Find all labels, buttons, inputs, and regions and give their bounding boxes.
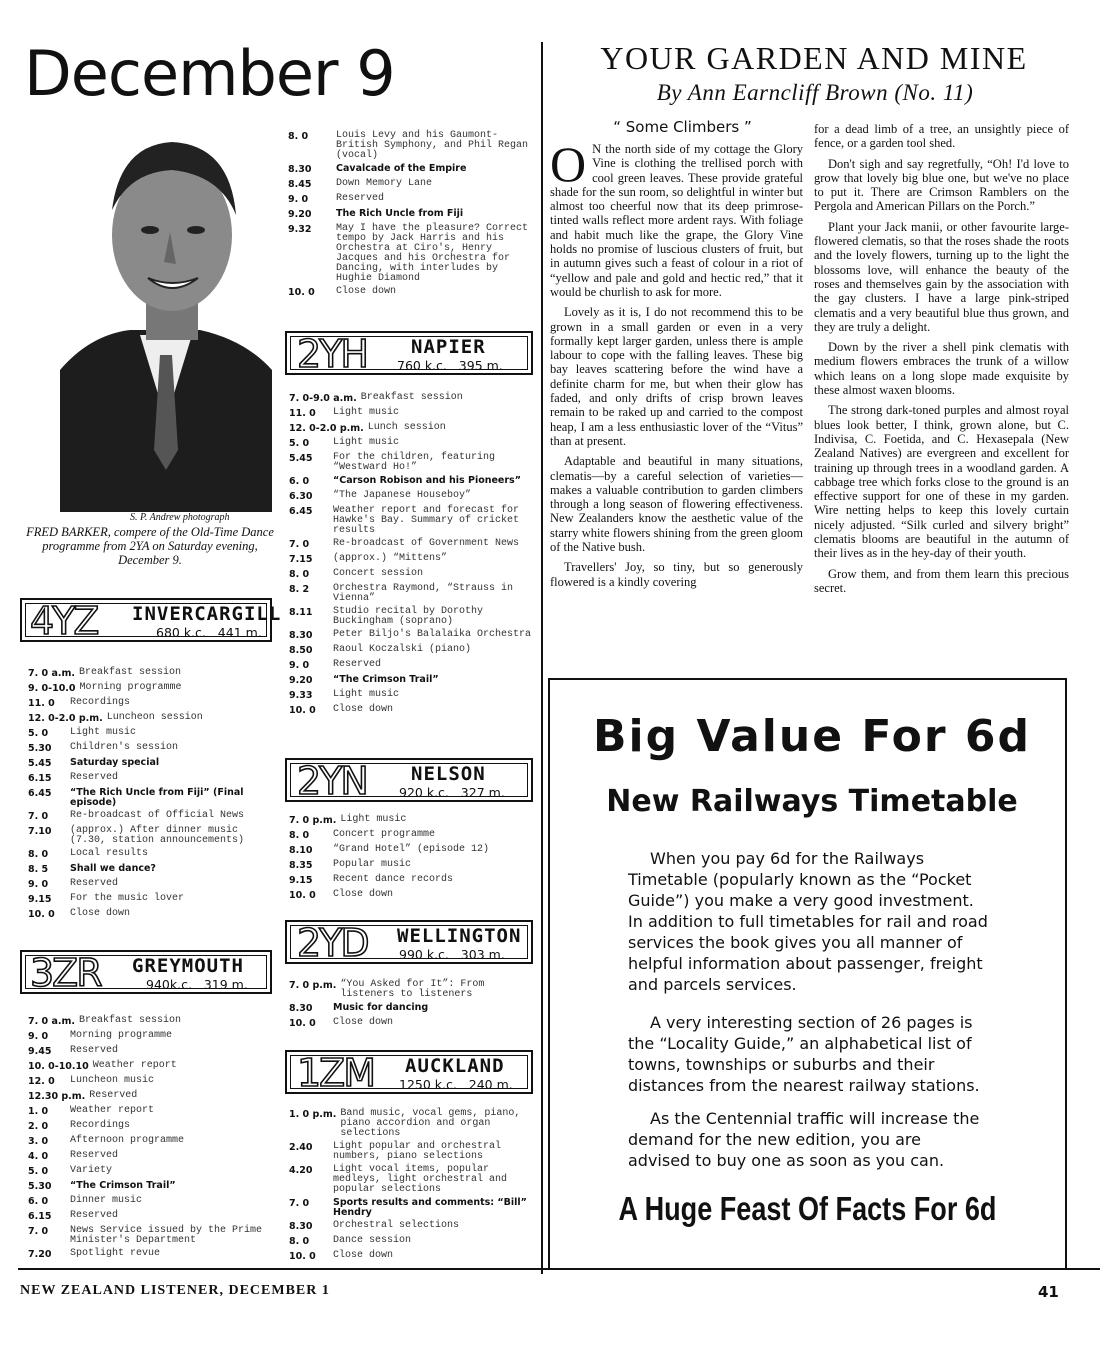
schedule-time: 9.32	[288, 224, 312, 235]
schedule-time: 9. 0	[288, 194, 309, 205]
schedule-programme: “The Japanese Houseboy”	[333, 490, 472, 501]
schedule-row	[28, 848, 274, 861]
schedule-row	[289, 889, 540, 902]
page-number: 41	[1038, 1283, 1059, 1301]
schedule-time: 9.15	[289, 875, 313, 886]
schedule-programme: The Rich Uncle from Fiji	[336, 208, 464, 219]
drop-cap: O	[550, 136, 587, 192]
schedule-time: 11. 0	[28, 698, 55, 709]
schedule-row	[289, 475, 540, 488]
schedule-programme: Light popular and orchestral numbers, piano selections	[333, 1141, 502, 1162]
schedule-time: 7. 0 a.m.	[28, 1016, 75, 1027]
schedule-programme: (approx.) After dinner music (7.30, station announcements)	[70, 825, 245, 846]
schedule-programme: Reserved	[333, 659, 382, 670]
schedule-time: 4. 0	[28, 1151, 49, 1162]
schedule-time: 5. 0	[28, 1166, 49, 1177]
schedule-time: 7.20	[28, 1249, 52, 1260]
schedule-time: 12. 0-2.0 p.m.	[28, 713, 103, 724]
callsign-logo: 3ZR	[30, 951, 101, 995]
schedule-programme: Light vocal items, popular medleys, light orchestral and popular selections	[333, 1164, 508, 1195]
schedule-row	[289, 422, 540, 435]
schedule-row	[28, 772, 274, 785]
schedule-row	[289, 1017, 540, 1030]
schedule-time: 8. 0	[289, 1236, 310, 1247]
article-byline: By Ann Earncliff Brown (No. 11)	[656, 80, 974, 105]
schedule-programme: Band music, vocal gems, piano, piano accordion and organ selections	[340, 1108, 521, 1139]
schedule-time: 6.15	[28, 1211, 52, 1222]
schedule-row	[28, 810, 274, 823]
schedule-programme: Recordings	[70, 1120, 131, 1131]
schedule-time: 8. 0	[289, 569, 310, 580]
schedule-time: 10. 0	[28, 909, 55, 920]
schedule-row	[28, 1180, 274, 1193]
schedule-row	[28, 1248, 274, 1261]
schedule-programme: Popular music	[333, 859, 412, 870]
schedule-time: 6.15	[28, 773, 52, 784]
callsign-logo: 2YN	[297, 759, 367, 803]
schedule-time: 10. 0	[288, 287, 315, 298]
bottom-rule	[18, 1268, 1100, 1270]
schedule-programme: Spotlight revue	[70, 1248, 161, 1259]
schedule-time: 8.11	[289, 607, 313, 618]
schedule-programme: For the children, featuring “Westward Ho!”	[333, 452, 496, 473]
schedule-programme: Close down	[70, 908, 131, 919]
schedule-time: 8.30	[288, 164, 312, 175]
schedule-programme: News Service issued by the Prime Minister's Department	[70, 1225, 263, 1246]
schedule-programme: Reserved	[70, 1045, 119, 1056]
schedule-nelson	[289, 814, 540, 904]
schedule-programme: Morning programme	[79, 682, 182, 693]
schedule-time: 7.15	[289, 554, 313, 565]
schedule-programme: Dance session	[333, 1235, 412, 1246]
schedule-auckland	[289, 1108, 540, 1265]
schedule-programme: Recordings	[70, 697, 131, 708]
article-paragraph: Lovely as it is, I do not recommend this to be grown in a small garden or even in a very formally kept larger garden, unless there is ample labour to cope with the falling leaves. These big bay leaves scattering before the wind have a definite charm for me, but when their glow has faded, and only drifts of crisp brown leaves remain to be raked up and carried to the compost heap, I am a less enthusiastic lover of the “Vitus” than at present.	[550, 305, 803, 448]
schedule-row	[28, 1195, 274, 1208]
article-paragraph: Down by the river a shell pink clematis with medium flowers embraces the trunk of a willow which leans on a long slope made exquisite by these almost waxen blooms.	[814, 340, 1069, 398]
schedule-time: 7. 0 a.m.	[28, 668, 75, 679]
schedule-time: 8.45	[288, 179, 312, 190]
schedule-programme: Lunch session	[367, 422, 446, 433]
schedule-time: 10. 0	[289, 1251, 316, 1262]
callsign-logo: 4YZ	[30, 599, 98, 643]
schedule-programme: Variety	[70, 1165, 113, 1176]
schedule-time: 4.20	[289, 1165, 313, 1176]
schedule-programme: Reserved	[70, 1150, 119, 1161]
article-column-2	[814, 122, 1069, 601]
schedule-napier	[289, 392, 540, 719]
schedule-row	[28, 1030, 274, 1043]
callsign-logo: 2YD	[297, 921, 368, 965]
schedule-time: 8. 2	[289, 584, 310, 595]
schedule-programme: Afternoon programme	[70, 1135, 185, 1146]
schedule-time: 3. 0	[28, 1136, 49, 1147]
schedule-row	[28, 1105, 274, 1118]
schedule-programme: Studio recital by Dorothy Buckingham (soprano)	[333, 606, 484, 627]
article-paragraph: Adaptable and beautiful in many situations, clematis—by a careful selection of varieties—makes a valuable contribution to garden climbers through a long season of flowering effectiveness. New Zealanders know the aesthetic value of the starry white flowers shining from the green gloom of the Native bush.	[550, 454, 803, 555]
schedule-row	[289, 979, 540, 1000]
station-city: INVERCARGILL	[132, 603, 282, 625]
callsign-logo: 2YH	[297, 332, 367, 376]
schedule-row	[28, 1045, 274, 1058]
schedule-row	[28, 1225, 274, 1246]
schedule-row	[288, 163, 540, 176]
schedule-time: 9. 0	[28, 879, 49, 890]
schedule-row	[289, 505, 540, 536]
schedule-row	[288, 130, 540, 161]
schedule-time: 6.45	[28, 788, 52, 799]
schedule-time: 8.50	[289, 645, 313, 656]
schedule-programme: Morning programme	[70, 1030, 173, 1041]
schedule-row	[28, 1165, 274, 1178]
schedule-time: 9. 0	[289, 660, 310, 671]
article-paragraph: Plant your Jack manii, or other favourite large-flowered clematis, so that the roses shade the roots and the lovely flowers, turning up to the light the blossoms love, will enhance the beauty of the roses and themselves gain by the association with the gay clusters. I have a large pink-striped clematis and a very beautiful blue thus grown, and they are truly a delight.	[814, 219, 1069, 334]
schedule-programme: Down Memory Lane	[336, 178, 433, 189]
schedule-row	[289, 568, 540, 581]
schedule-programme: Local results	[70, 848, 149, 859]
schedule-programme: Peter Biljo's Balalaika Orchestra	[333, 629, 532, 640]
station-header-nelson	[285, 758, 533, 802]
schedule-time: 8. 5	[28, 864, 49, 875]
schedule-time: 8.30	[289, 630, 313, 641]
schedule-programme: “The Rich Uncle from Fiji” (Final episode)	[70, 787, 244, 808]
schedule-row	[289, 629, 540, 642]
schedule-row	[289, 407, 540, 420]
schedule-time: 5.45	[289, 453, 313, 464]
schedule-programme: Light music	[333, 437, 400, 448]
schedule-row	[288, 193, 540, 206]
schedule-row	[289, 689, 540, 702]
schedule-programme: For the music lover	[70, 893, 185, 904]
schedule-programme: “Carson Robison and his Pioneers”	[333, 475, 521, 486]
schedule-row	[28, 1150, 274, 1163]
schedule-time: 2. 0	[28, 1121, 49, 1132]
schedule-programme: Shall we dance?	[70, 863, 156, 874]
station-city: AUCKLAND	[405, 1055, 505, 1077]
portrait-image	[60, 120, 272, 512]
schedule-programme: Dinner music	[70, 1195, 143, 1206]
schedule-programme: Weather report	[92, 1060, 177, 1071]
schedule-row	[28, 893, 274, 906]
photo-caption: FRED BARKER, compere of the Old-Time Dance programme from 2YA on Saturday evening, December 9.	[26, 525, 274, 567]
station-city: WELLINGTON	[397, 925, 522, 947]
schedule-time: 10. 0	[289, 705, 316, 716]
schedule-time: 2.40	[289, 1142, 313, 1153]
schedule-programme: Close down	[333, 704, 394, 715]
schedule-row	[28, 1120, 274, 1133]
schedule-time: 5.30	[28, 743, 52, 754]
schedule-row	[28, 667, 274, 680]
schedule-time: 8. 0	[289, 830, 310, 841]
article-paragraph: Travellers' Joy, so tiny, but so generously flowered is a kindly covering	[550, 560, 803, 589]
schedule-row	[28, 825, 274, 846]
column-divider	[541, 42, 543, 1274]
schedule-programme: Reserved	[336, 193, 385, 204]
schedule-programme: Light music	[70, 727, 137, 738]
schedule-programme: Reserved	[70, 878, 119, 889]
callsign-logo: 1ZM	[297, 1051, 374, 1095]
schedule-row	[289, 674, 540, 687]
schedule-row	[289, 659, 540, 672]
schedule-row	[289, 1250, 540, 1263]
schedule-programme: Music for dancing	[333, 1002, 429, 1013]
schedule-time: 8.30	[289, 1221, 313, 1232]
schedule-row	[289, 392, 540, 405]
schedule-row	[28, 1090, 274, 1103]
schedule-time: 10. 0	[289, 890, 316, 901]
schedule-programme: Re-broadcast of Official News	[70, 810, 245, 821]
schedule-row	[289, 538, 540, 551]
schedule-row	[28, 1060, 274, 1073]
schedule-time: 8.10	[289, 845, 313, 856]
article-title: YOUR GARDEN AND MINE	[600, 40, 1028, 76]
article-paragraph: Grow them, and from them learn this precious secret.	[814, 566, 1069, 595]
schedule-row	[28, 863, 274, 876]
schedule-time: 1. 0	[28, 1106, 49, 1117]
schedule-programme: Recent dance records	[333, 874, 454, 885]
schedule-programme: Luncheon music	[70, 1075, 155, 1086]
schedule-row	[289, 859, 540, 872]
article-paragraph: for a dead limb of a tree, an unsightly piece of fence, or a garden tool shed.	[814, 122, 1069, 151]
station-city: NAPIER	[411, 336, 486, 358]
schedule-time: 7.10	[28, 826, 52, 837]
schedule-row	[289, 583, 540, 604]
schedule-row	[28, 878, 274, 891]
schedule-programme: Orchestral selections	[333, 1220, 460, 1231]
station-frequency: 760 k.c. 395 m.	[397, 358, 503, 373]
schedule-row	[28, 787, 274, 808]
station-city: GREYMOUTH	[132, 955, 244, 977]
schedule-row	[289, 814, 540, 827]
schedule-programme: Re-broadcast of Government News	[333, 538, 520, 549]
schedule-row	[289, 704, 540, 717]
station-frequency: 940k.c. 319 m.	[146, 977, 248, 992]
schedule-row	[28, 757, 274, 770]
portrait-photo	[60, 120, 272, 512]
schedule-programme: Raoul Koczalski (piano)	[333, 644, 472, 655]
article-paragraph: The strong dark-toned purples and almost royal blues look better, I think, grown alone, but C. Indivisa, C. Foetida, and C. Hexasepala (New Zealand Natives) are evergreen and excellent for training up through trees in a woodland garden. A cabbage tree which forks close to the ground is an effective support for one of these in my garden. Wire netting helps to keep this lovely curtain nicely adjusted. “Silk curled and silvery bright” clematis blooms are beautiful in the autumn of their lives as in the hey-day of their youth.	[814, 403, 1069, 561]
schedule-programme: Breakfast session	[78, 667, 182, 678]
schedule-programme: Saturday special	[70, 757, 160, 768]
schedule-time: 7. 0	[28, 1226, 49, 1237]
station-header-invercargill	[20, 598, 282, 643]
schedule-row	[28, 727, 274, 740]
schedule-time: 7. 0 p.m.	[289, 980, 337, 991]
schedule-row	[28, 908, 274, 921]
schedule-time: 7. 0	[28, 811, 49, 822]
schedule-time: 1. 0 p.m.	[289, 1109, 337, 1120]
schedule-programme: Light music	[333, 407, 400, 418]
schedule-programme: Close down	[333, 1250, 394, 1261]
ad-footer: A Huge Feast Of Facts For 6d	[618, 1190, 997, 1227]
schedule-row	[289, 1002, 540, 1015]
schedule-programme: Cavalcade of the Empire	[336, 163, 467, 174]
schedule-time: 8. 0	[288, 131, 309, 142]
station-header-greymouth	[20, 950, 272, 994]
schedule-row	[28, 1075, 274, 1088]
ad-paragraph: A very interesting section of 26 pages is the “Locality Guide,” an alphabetical list of towns, townships or suburbs and their distances from the nearest railway stations.	[628, 1013, 980, 1095]
station-header-wellington	[285, 920, 533, 964]
schedule-programme: (approx.) “Mittens”	[333, 553, 448, 564]
schedule-programme: Sports results and comments: “Bill” Hendry	[333, 1197, 527, 1218]
page-title: December 9	[24, 37, 395, 110]
schedule-programme: “The Crimson Trail”	[70, 1180, 176, 1191]
schedule-time: 9.45	[28, 1046, 52, 1057]
schedule-programme: Concert programme	[333, 829, 436, 840]
schedule-programme: Louis Levy and his Gaumont-British Symphony, and Phil Regan (vocal)	[336, 130, 529, 161]
schedule-time: 8.30	[289, 1003, 313, 1014]
schedule-row	[289, 553, 540, 566]
schedule-row	[288, 286, 540, 299]
schedule-programme: Close down	[336, 286, 397, 297]
schedule-row	[288, 208, 540, 221]
schedule-programme: Close down	[333, 889, 394, 900]
schedule-time: 8. 0	[28, 849, 49, 860]
schedule-row	[289, 874, 540, 887]
schedule-time: 9.33	[289, 690, 313, 701]
schedule-row	[28, 712, 274, 725]
schedule-row	[288, 178, 540, 191]
schedule-row	[289, 1108, 540, 1139]
schedule-programme: “The Crimson Trail”	[333, 674, 439, 685]
article-paragraph: O N the north side of my cottage the Glory Vine is clothing the trellised porch with cool green leaves. These provide grateful shade for the sun room, so delightful in winter but almost too cheerful now that its deep primrose-tinted walls reflect more ardent rays. With foliage and habit much like the grape, the Glory Vine holds no promise of luscious clusters of fruit, but in autumn gives such a feast of colour in a riot of “yellow and pale and gold and hectic red,” that it would be churlish to ask for more.	[550, 136, 803, 299]
schedule-time: 12. 0-2.0 p.m.	[289, 423, 364, 434]
station-header-auckland	[285, 1050, 533, 1094]
schedule-time: 10. 0	[289, 1018, 316, 1029]
continued-schedule	[288, 130, 540, 301]
schedule-time: 5.30	[28, 1181, 52, 1192]
schedule-programme: Breakfast session	[360, 392, 463, 403]
schedule-time: 5.45	[28, 758, 52, 769]
article-paragraph: Don't sigh and say regretfully, “Oh! I'd love to grow that lovely big blue one, but we've no place to put it. There are Crimson Ramblers on the Pergola and American Pillars on the Porch.”	[814, 156, 1069, 214]
schedule-row	[28, 682, 274, 695]
article-column-1	[550, 136, 803, 595]
ad-paragraph: When you pay 6d for the Railways Timetable (popularly known as the “Pocket Guide”) you make a very good investment. In addition to full timetables for rail and road services the book gives you all manner of helpful information about passenger, freight and parcels services.	[628, 849, 988, 994]
schedule-programme: May I have the pleasure? Correct tempo by Jack Harris and his Orchestra at Ciro's, Henry Jacques and his Orchestra for Dancing, with interludes by Hughie Diamond	[336, 223, 529, 284]
schedule-time: 5. 0	[289, 438, 310, 449]
schedule-row	[289, 844, 540, 857]
schedule-time: 9. 0	[28, 1031, 49, 1042]
schedule-programme: Orchestra Raymond, “Strauss in Vienna”	[333, 583, 514, 604]
schedule-time: 7. 0	[289, 539, 310, 550]
schedule-time: 9. 0-10.0	[28, 683, 76, 694]
schedule-programme: Weather report and forecast for Hawke's Bay. Summary of cricket results	[333, 505, 520, 536]
schedule-row	[289, 1141, 540, 1162]
schedule-time: 7. 0-9.0 a.m.	[289, 393, 357, 404]
schedule-row	[289, 1220, 540, 1233]
schedule-row	[289, 1164, 540, 1195]
schedule-time: 12. 0	[28, 1076, 55, 1087]
schedule-programme: Reserved	[70, 772, 119, 783]
schedule-programme: Weather report	[70, 1105, 155, 1116]
schedule-row	[28, 1210, 274, 1223]
article-subtitle: “ Some Climbers ”	[613, 118, 752, 136]
schedule-row	[289, 437, 540, 450]
schedule-row	[289, 606, 540, 627]
station-frequency: 920 k.c. 327 m.	[399, 785, 505, 800]
schedule-programme: Light music	[333, 689, 400, 700]
photo-credit: S. P. Andrew photograph	[130, 512, 230, 523]
ad-paragraph: As the Centennial traffic will increase the demand for the new edition, you are advised to buy one as soon as you can.	[628, 1109, 980, 1170]
station-frequency: 1250 k.c. 240 m.	[399, 1077, 513, 1092]
schedule-time: 6.45	[289, 506, 313, 517]
schedule-row	[289, 644, 540, 657]
schedule-time: 9.20	[289, 675, 313, 686]
station-city: NELSON	[411, 763, 486, 785]
schedule-programme: Reserved	[89, 1090, 138, 1101]
schedule-row	[28, 1015, 274, 1028]
schedule-time: 6. 0	[289, 476, 310, 487]
schedule-time: 11. 0	[289, 408, 316, 419]
schedule-wellington	[289, 979, 540, 1032]
schedule-row	[288, 223, 540, 284]
schedule-row	[28, 1135, 274, 1148]
schedule-time: 7. 0 p.m.	[289, 815, 337, 826]
schedule-row	[289, 452, 540, 473]
schedule-row	[289, 490, 540, 503]
schedule-time: 6.30	[289, 491, 313, 502]
schedule-programme: Close down	[333, 1017, 394, 1028]
schedule-time: 7. 0	[289, 1198, 310, 1209]
schedule-time: 9.15	[28, 894, 52, 905]
station-frequency: 680 k.c. 441 m.	[156, 625, 262, 640]
schedule-programme: Luncheon session	[106, 712, 203, 723]
schedule-time: 5. 0	[28, 728, 49, 739]
schedule-greymouth	[28, 1015, 274, 1263]
schedule-row	[28, 697, 274, 710]
schedule-time: 10. 0-10.10	[28, 1061, 89, 1072]
schedule-time: 12.30 p.m.	[28, 1091, 86, 1102]
ad-headline: Big Value For 6d	[593, 711, 1031, 762]
schedule-row	[289, 1197, 540, 1218]
station-header-napier	[285, 331, 533, 375]
schedule-row	[289, 1235, 540, 1248]
schedule-programme: Breakfast session	[78, 1015, 182, 1026]
station-frequency: 990 k.c. 303 m.	[399, 947, 505, 962]
schedule-programme: Reserved	[70, 1210, 119, 1221]
schedule-time: 9.20	[288, 209, 312, 220]
schedule-programme: “Grand Hotel” (episode 12)	[333, 844, 490, 855]
ad-subheadline: New Railways Timetable	[606, 784, 1018, 819]
schedule-programme: Children's session	[70, 742, 179, 753]
schedule-programme: Concert session	[333, 568, 424, 579]
schedule-time: 6. 0	[28, 1196, 49, 1207]
schedule-programme: Light music	[340, 814, 407, 825]
schedule-time: 8.35	[289, 860, 313, 871]
schedule-row	[289, 829, 540, 842]
schedule-programme: “You Asked for It”: From listeners to listeners	[340, 979, 485, 1000]
publication-footer: NEW ZEALAND LISTENER, DECEMBER 1	[20, 1283, 330, 1298]
schedule-row	[28, 742, 274, 755]
schedule-invercargill	[28, 667, 274, 923]
